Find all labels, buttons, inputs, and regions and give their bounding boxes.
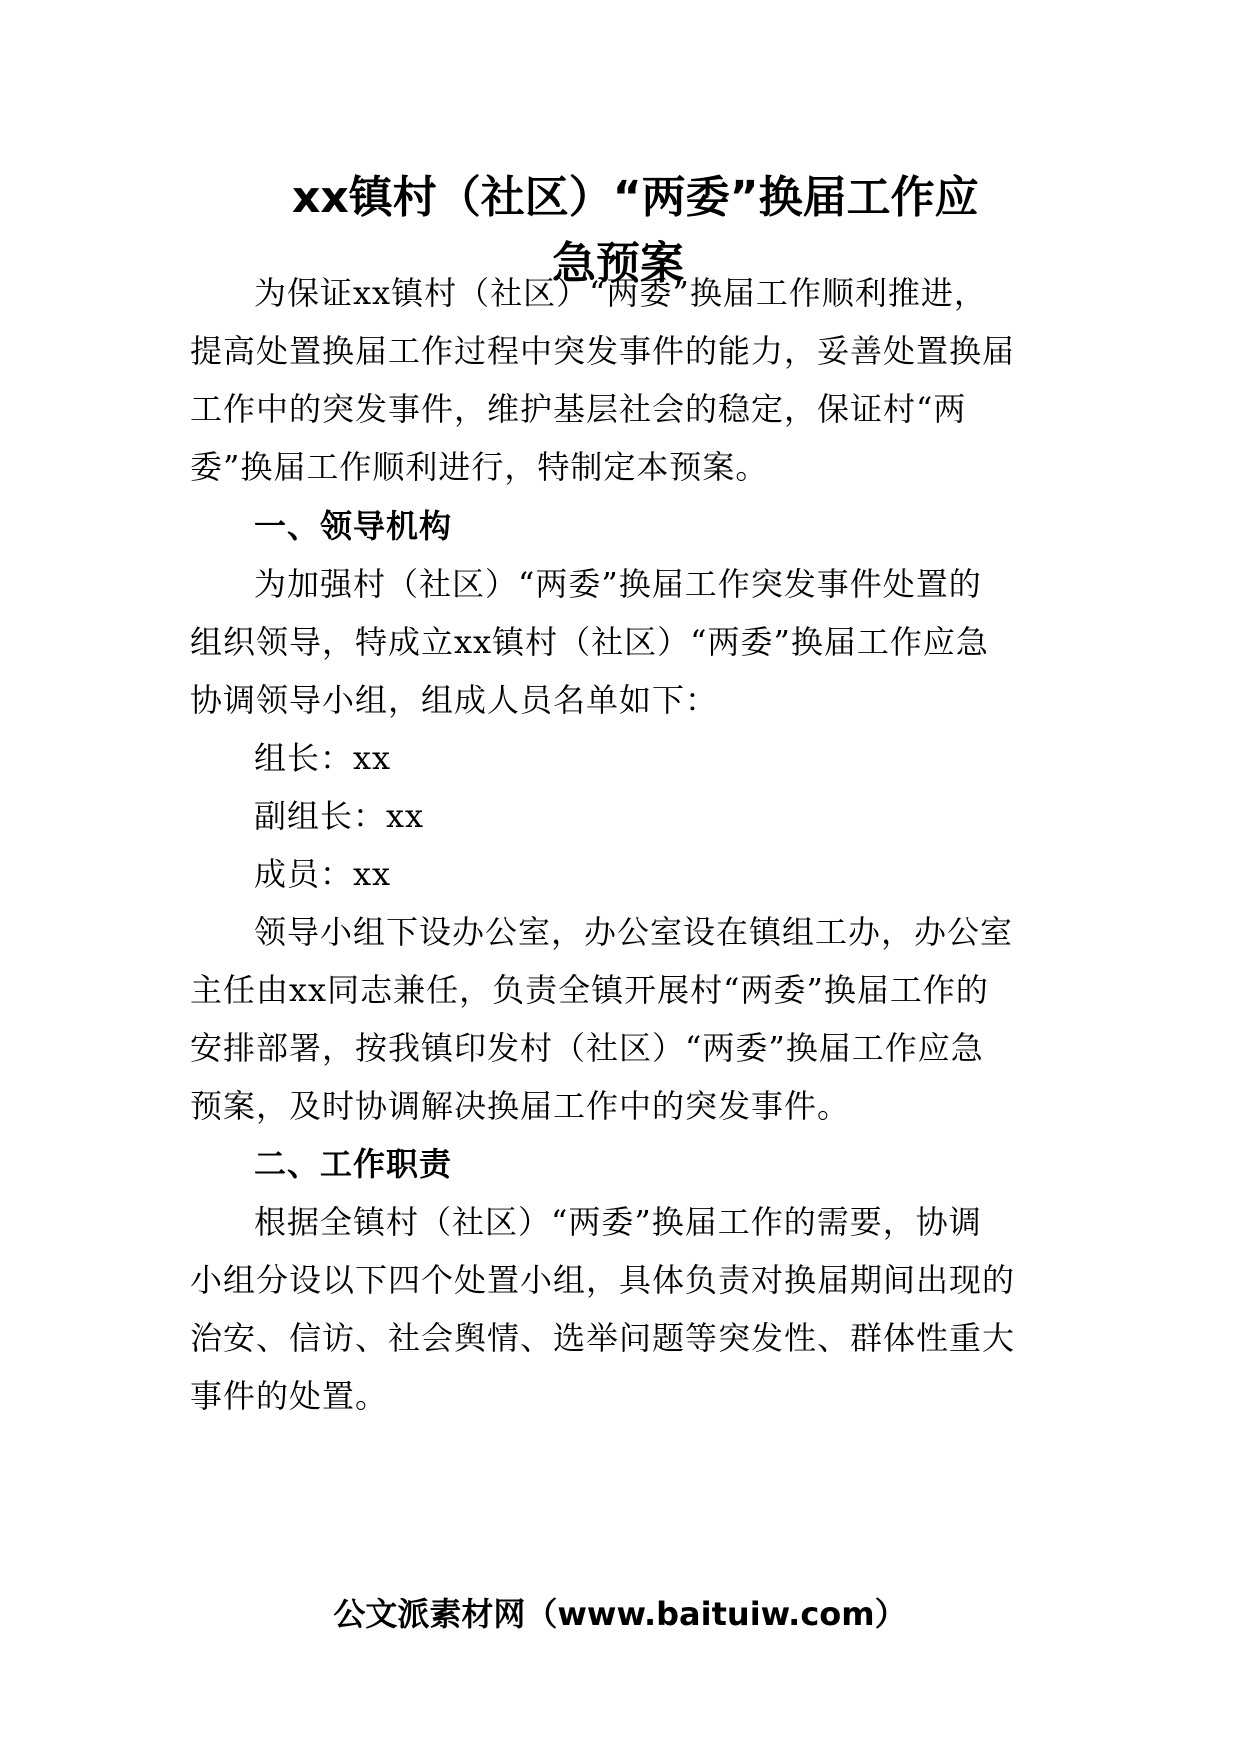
section-2-line-3: 治安、信访、社会舆情、选举问题等突发性、群体性重大 [190, 1319, 1016, 1357]
intro-line-4: 委”换届工作顺利进行，特制定本预案。 [190, 448, 769, 486]
office-line-3: 安排部署，按我镇印发村（社区）“两委”换届工作应急 [190, 1029, 984, 1067]
member-member: 成员：xx [254, 855, 392, 893]
section-1-line-3: 协调领导小组，组成人员名单如下： [190, 681, 719, 719]
office-line-1: 领导小组下设办公室，办公室设在镇组工办，办公室 [254, 913, 1014, 951]
intro-line-3: 工作中的突发事件，维护基层社会的稳定，保证村“两 [190, 390, 967, 428]
intro-line-2: 提高处置换届工作过程中突发事件的能力，妥善处置换届 [190, 332, 1016, 370]
section-2-line-2: 小组分设以下四个处置小组，具体负责对换届期间出现的 [190, 1261, 1016, 1299]
intro-line-1: 为保证xx镇村（社区）“两委”换届工作顺利推进， [254, 274, 987, 312]
office-line-2: 主任由xx同志兼任，负责全镇开展村“两委”换届工作的 [190, 971, 989, 1009]
section-1-line-1: 为加强村（社区）“两委”换届工作突发事件处置的 [254, 565, 982, 603]
footer-source-text: 公文派素材网（www.baituiw.com） [333, 1595, 907, 1633]
section-1-line-2: 组织领导，特成立xx镇村（社区）“两委”换届工作应急 [190, 623, 989, 661]
member-leader: 组长：xx [254, 739, 392, 777]
section-2-line-4: 事件的处置。 [190, 1377, 389, 1415]
document-title-line-2: 急预案 [552, 238, 684, 289]
section-1-heading: 一、领导机构 [254, 507, 453, 545]
section-2-heading: 二、工作职责 [254, 1145, 453, 1183]
section-2-line-1: 根据全镇村（社区）“两委”换届工作的需要，协调 [254, 1203, 982, 1241]
member-deputy: 副组长：xx [254, 797, 425, 835]
document-title-line-1: xx镇村（社区）“两委”换届工作应 [292, 172, 979, 223]
office-line-4: 预案，及时协调解决换届工作中的突发事件。 [190, 1087, 851, 1125]
